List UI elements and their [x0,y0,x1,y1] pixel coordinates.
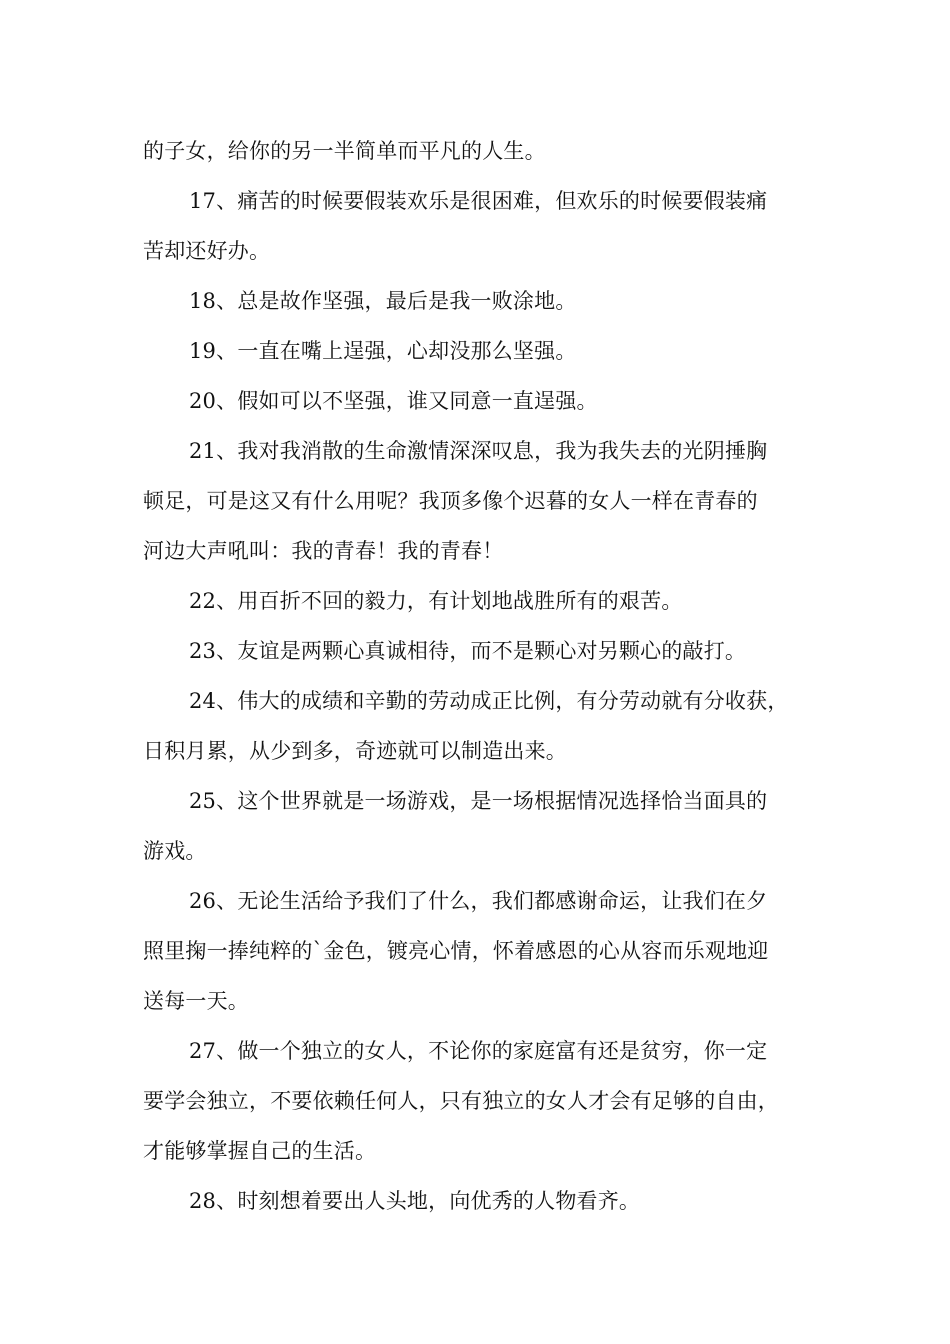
text-line: 要学会独立，不要依赖任何人，只有独立的女人才会有足够的自由， [143,1089,779,1113]
text-line: 22、用百折不回的毅力，有计划地战胜所有的艰苦。 [189,589,683,613]
text-line: 23、友谊是两颗心真诚相待，而不是颗心对另颗心的敲打。 [189,639,747,663]
text-line: 的子女，给你的另一半简单而平凡的人生。 [143,139,546,163]
text-line: 20、假如可以不坚强，谁又同意一直逞强。 [189,389,598,413]
text-line: 游戏。 [143,839,207,863]
text-line: 顿足，可是这又有什么用呢？我顶多像个迟暮的女人一样在青春的 [143,489,758,513]
text-line: 才能够掌握自己的生活。 [143,1139,377,1163]
text-line: 17、痛苦的时候要假装欢乐是很困难，但欢乐的时候要假装痛 [189,189,768,213]
text-line: 21、我对我消散的生命激情深深叹息，我为我失去的光阴捶胸 [189,439,768,463]
text-line: 18、总是故作坚强，最后是我一败涂地。 [189,289,577,313]
text-line: 照里掬一捧纯粹的`金色，镀亮心情，怀着感恩的心从容而乐观地迎 [143,939,769,963]
text-line: 19、一直在嘴上逞强，心却没那么坚强。 [189,339,577,363]
text-line: 送每一天。 [143,989,249,1013]
text-line: 25、这个世界就是一场游戏，是一场根据情况选择恰当面具的 [189,789,768,813]
text-line: 26、无论生活给予我们了什么，我们都感谢命运，让我们在夕 [189,889,768,913]
text-line: 24、伟大的成绩和辛勤的劳动成正比例，有分劳动就有分收获， [189,689,789,713]
text-line: 27、做一个独立的女人，不论你的家庭富有还是贫穷，你一定 [189,1039,768,1063]
text-line: 河边大声吼叫：我的青春！我的青春！ [143,539,504,563]
text-line: 日积月累，从少到多，奇迹就可以制造出来。 [143,739,567,763]
text-line: 28、时刻想着要出人头地，向优秀的人物看齐。 [189,1189,641,1213]
text-line: 苦却还好办。 [143,239,271,263]
